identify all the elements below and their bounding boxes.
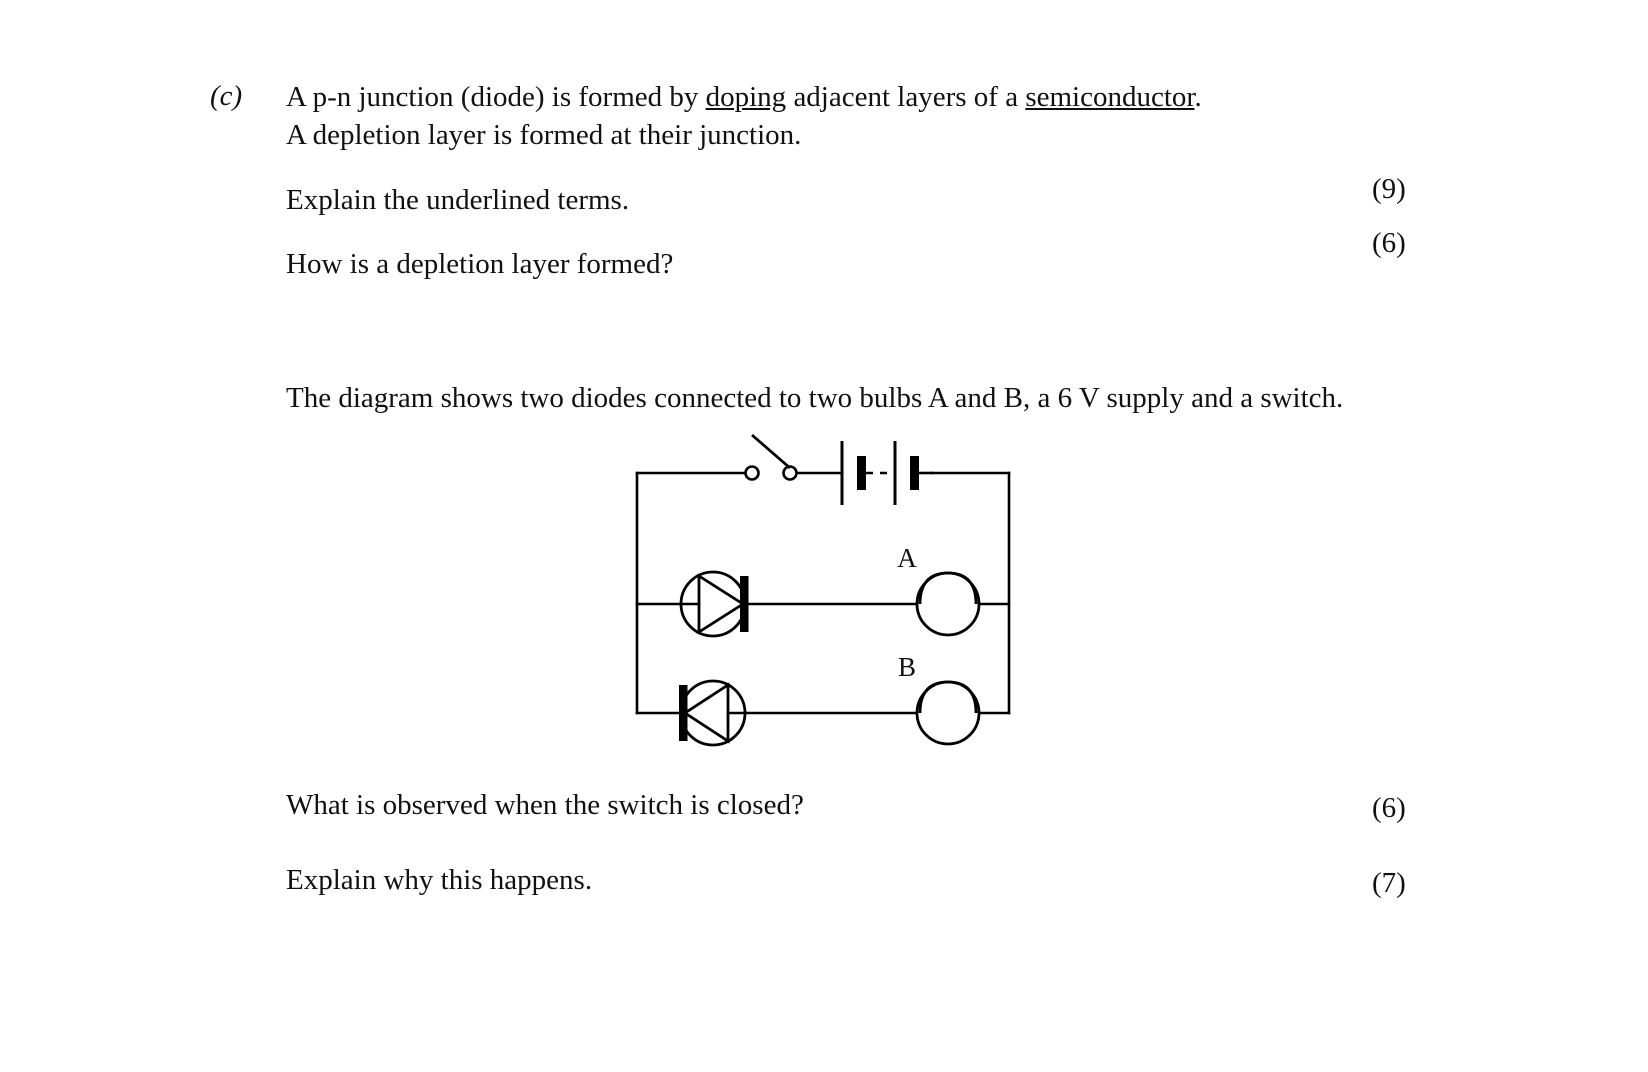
diode-bottom-cathode-bar <box>679 685 688 741</box>
intro-text-segment-3: . <box>1194 81 1202 113</box>
marks-observed: (6) <box>1372 792 1406 824</box>
diode-top-cathode-bar <box>740 576 749 632</box>
marks-depletion-layer: (6) <box>1372 227 1406 259</box>
switch-lever[interactable] <box>752 435 790 468</box>
question-part-label: (c) <box>210 80 243 112</box>
prompt-what-is-observed: What is observed when the switch is closed? <box>286 789 804 821</box>
intro-text-segment-2: adjacent layers of a <box>786 81 1026 113</box>
circuit-diagram <box>600 415 1070 760</box>
bulb-a-label: A <box>897 543 917 573</box>
battery-cell2-negative-plate <box>910 456 919 490</box>
marks-explain-why: (7) <box>1372 867 1406 899</box>
prompt-explain-underlined-terms: Explain the underlined terms. <box>286 183 630 216</box>
intro-text-segment-1: A p-n junction (diode) is formed by <box>286 81 706 113</box>
spacer <box>286 283 1366 379</box>
underlined-term-semiconductor: semiconductor <box>1025 81 1195 113</box>
switch-terminal-right[interactable] <box>784 467 797 480</box>
question-body-column <box>286 78 1366 417</box>
bulb-b-label: B <box>897 652 917 682</box>
intro-paragraph <box>286 78 1366 155</box>
marks-explain-terms: (9) <box>1372 173 1406 205</box>
battery-cell1-negative-plate <box>857 456 866 490</box>
spacer <box>286 219 1366 245</box>
switch-terminal-left[interactable] <box>746 467 759 480</box>
intro-line-two: A depletion layer is formed at their junction. <box>286 119 802 152</box>
diagram-description-paragraph: The diagram shows two diodes connected to two bulbs A and B, a 6 V supply and a switch. <box>286 382 1344 415</box>
underlined-term-doping: doping <box>705 81 787 113</box>
spacer <box>286 155 1366 181</box>
prompt-explain-why: Explain why this happens. <box>286 864 593 896</box>
prompt-how-depletion-layer-formed: How is a depletion layer formed? <box>286 247 674 280</box>
